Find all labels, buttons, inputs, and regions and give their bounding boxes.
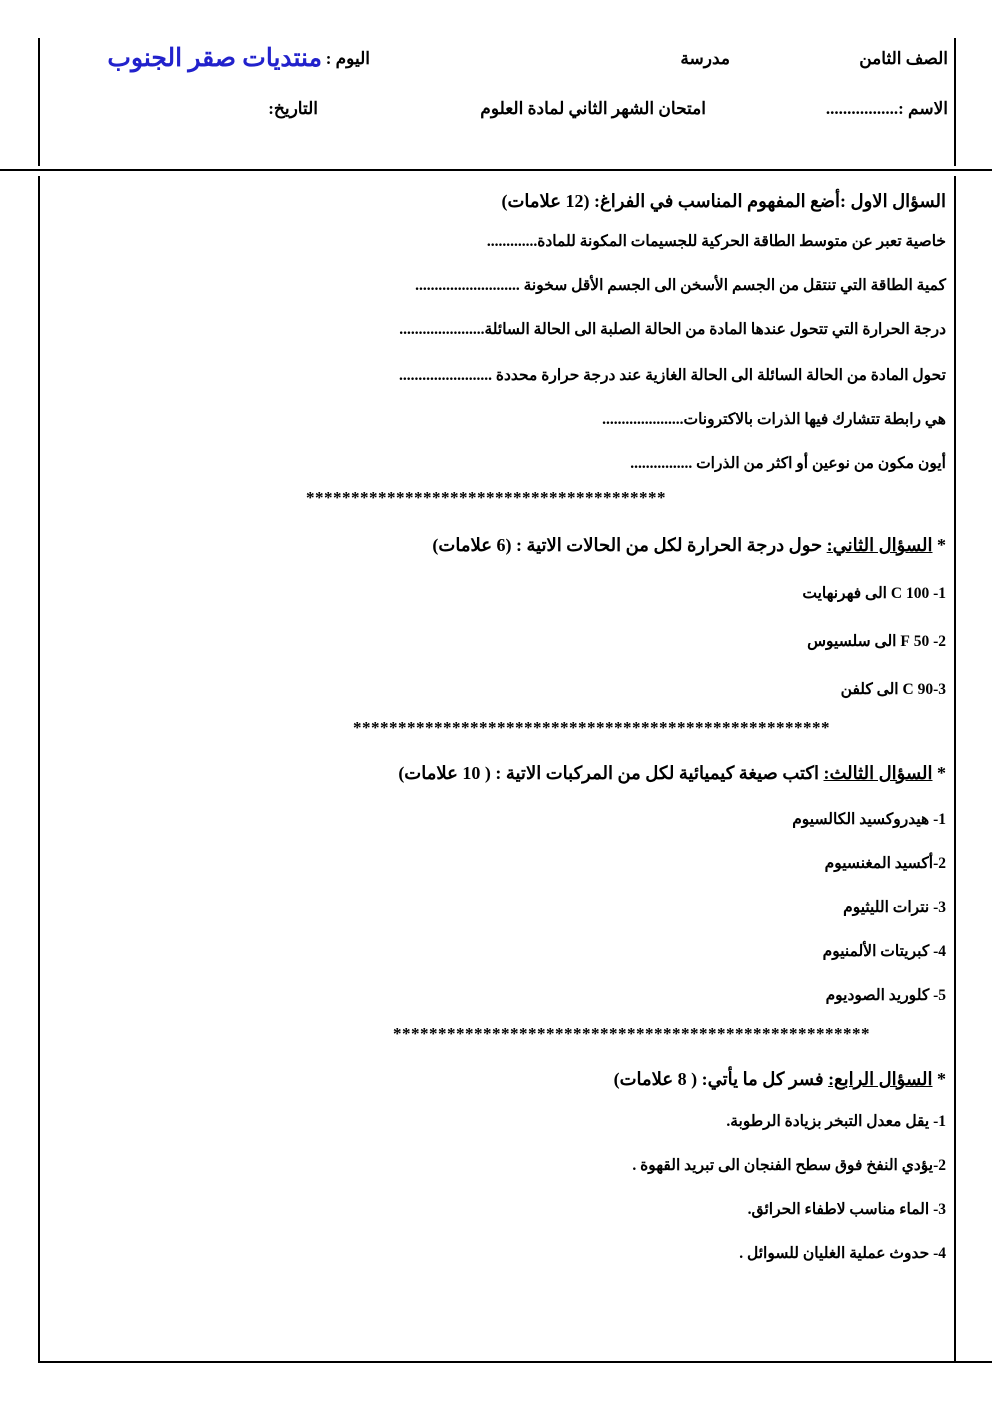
question-1-item-1: خاصية تعبر عن متوسط الطاقة الحركية للجسيمات المكونة للمادة............. (486, 233, 946, 250)
school-label: مدرسة (680, 49, 730, 68)
question-1-item-5: هي رابطة تتشارك فيها الذرات بالاكترونات..................... (602, 411, 946, 428)
question-2-item-2: 2- 50 F الى سلسيوس (807, 633, 946, 650)
separator-3: ***************************************************** (393, 1024, 870, 1043)
question-1-item-3: درجة الحرارة التي تتحول عندها المادة من الحالة الصلبة الى الحالة السائلة...................... (399, 321, 946, 338)
question-4-heading (614, 1066, 946, 1092)
forum-watermark: منتديات صقر الجنوب (107, 45, 322, 72)
question-2-star: * (937, 535, 946, 555)
exam-body (44, 178, 950, 1358)
question-2-heading (432, 532, 946, 558)
question-3-heading (398, 760, 946, 786)
question-1-heading: السؤال الاول :أضع المفهوم المناسب في الفراغ: (12 علامات) (501, 191, 946, 211)
question-1-item-6: أيون مكون من نوعين أو اكثر من الذرات ................ (630, 455, 946, 472)
header-row-bottom (44, 96, 950, 130)
question-3-title: السؤال الثالث: (823, 763, 933, 783)
question-4-item-2: 2-يؤدي النفخ فوق سطح الفنجان الى تبريد القهوة . (632, 1157, 946, 1174)
question-1-item-2: كمية الطاقة التي تنتقل من الجسم الأسخن الى الجسم الأقل سخونة ........................... (415, 277, 946, 294)
date-field[interactable]: التاريخ: (268, 99, 318, 118)
frame-right-border-header (954, 38, 956, 166)
question-4-title: السؤال الرابع: (828, 1069, 933, 1089)
question-2-item-3: 3-C 90 الى كلفن (840, 681, 946, 698)
question-4-item-3: 3- الماء مناسب لاطفاء الحرائق. (747, 1201, 946, 1218)
frame-left-border-header (38, 38, 40, 166)
question-3-item-4: 4- كبريتات الألمنيوم (822, 943, 946, 960)
question-3-item-3: 3- نترات الليثيوم (843, 899, 946, 916)
grade-label: الصف الثامن (859, 49, 948, 68)
question-4-star: * (937, 1069, 946, 1089)
question-3-item-2: 2-أكسيد المغنسيوم (824, 855, 946, 872)
question-2-detail: حول درجة الحرارة لكل من الحالات الاتية : (6 علامات) (432, 535, 827, 555)
question-3-item-1: 1- هيدروكسيد الكالسيوم (792, 811, 946, 828)
question-2-item-1: 1- 100 C الى فهرنهايت (802, 585, 946, 602)
question-3-item-5: 5- كلوريد الصوديوم (825, 987, 946, 1004)
question-4-detail: فسر كل ما يأتي: ( 8 علامات) (613, 1069, 829, 1089)
separator-2: ***************************************************** (353, 718, 830, 737)
header-divider-line (0, 169, 992, 171)
question-4-item-4: 4- حدوث عملية الغليان للسوائل . (739, 1245, 946, 1262)
exam-title: امتحان الشهر الثاني لمادة العلوم (480, 99, 706, 118)
frame-right-border-body (954, 176, 956, 1363)
question-1-item-4: تحول المادة من الحالة السائلة الى الحالة الغازية عند درجة حرارة محددة ........................ (399, 367, 946, 384)
question-3-star: * (937, 763, 946, 783)
day-label: اليوم : (325, 49, 370, 68)
question-4-item-1: 1- يقل معدل التبخر بزيادة الرطوبة. (726, 1113, 946, 1130)
student-name-field[interactable]: الاسم :................. (825, 99, 948, 118)
header-row-top (44, 46, 950, 80)
frame-bottom-border (38, 1361, 992, 1363)
exam-header (44, 40, 950, 166)
question-2-title: السؤال الثاني: (826, 535, 933, 555)
question-3-detail: اكتب صيغة كيميائية لكل من المركبات الاتية : ( 10 علامات) (398, 763, 824, 783)
frame-left-border-body (38, 176, 40, 1363)
separator-1: **************************************** (306, 488, 666, 507)
